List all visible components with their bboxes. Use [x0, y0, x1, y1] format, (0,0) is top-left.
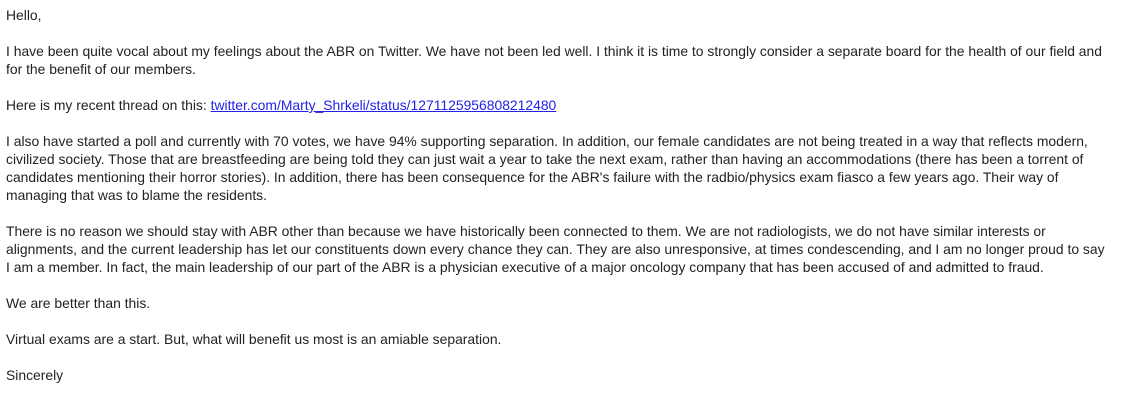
paragraph-intro: I have been quite vocal about my feelings about the ABR on Twitter. We have not been led well. I think it is time to strongly consider a separate board for the health of our field and for the benefit of our members. — [6, 43, 1102, 77]
greeting: Hello, — [6, 7, 42, 23]
twitter-thread-link[interactable]: twitter.com/Marty_Shrkeli/status/1271125956808212480 — [210, 97, 557, 113]
paragraph-virtual-exams: Virtual exams are a start. But, what will benefit us most is an amiable separation. — [6, 331, 502, 347]
closing: Sincerely — [6, 367, 64, 383]
paragraph-poll: I also have started a poll and currently with 70 votes, we have 94% supporting separation. In addition, our female candidates are not being treated in a way that reflects modern, civilized society. Those that are breastfeeding are being told they can just wait a year to take the next exam, rather than having an accommodations (there has been a torrent of candidates mentioning their horror stories). In addition, there has been consequence for the ABR's failure with the radbio/physics exam fiasco a few years ago. Their way of managing that was to blame the residents. — [6, 133, 1088, 203]
paragraph-reasons: There is no reason we should stay with ABR other than because we have historically been connected to them. We are not radiologists, we do not have similar interests or alignments, and the current leadership has let our constituents down every chance they can. They are also unresponsive, at times condescending, and I am no longer proud to say I am a member. In fact, the main leadership of our part of the ABR is a physician executive of a major oncology company that has been accused of and admitted to fraud. — [6, 223, 1105, 275]
thread-label: Here is my recent thread on this: — [6, 97, 211, 113]
email-body — [6, 6, 1111, 384]
paragraph-better: We are better than this. — [6, 295, 151, 311]
paragraph-thread — [6, 96, 1111, 114]
